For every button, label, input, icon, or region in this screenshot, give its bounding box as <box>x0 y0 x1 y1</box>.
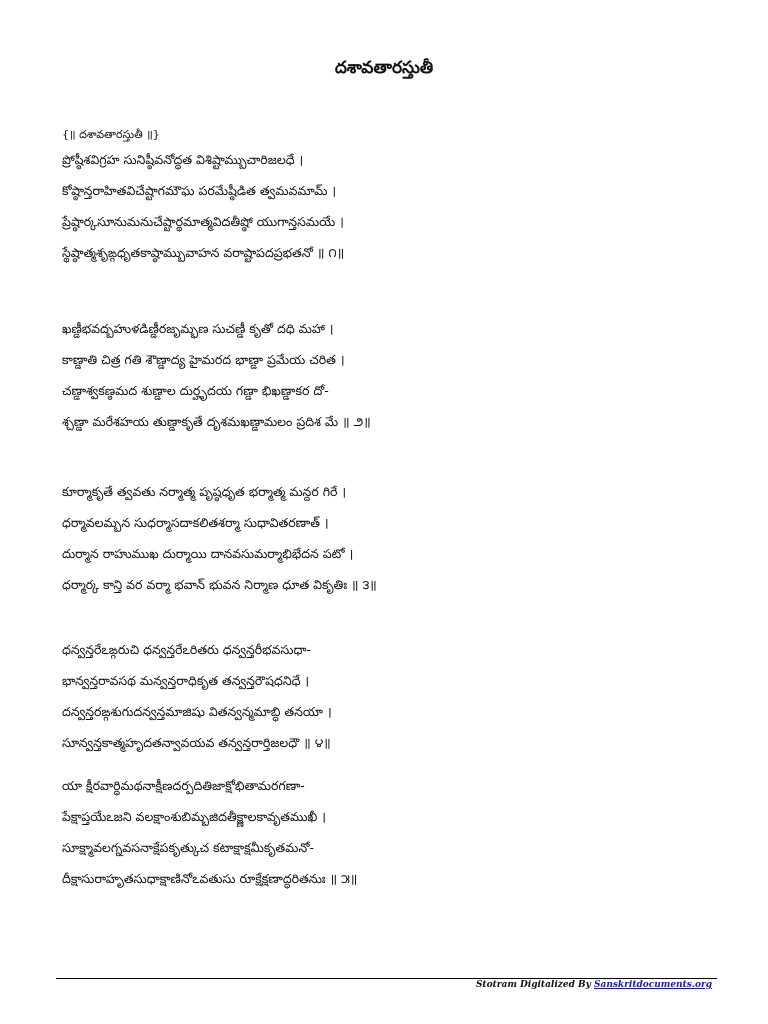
stanza-3 <box>62 476 377 600</box>
verse-line: కోష్ఠాన్తరాహితవిచేష్టాగమౌఘ పరమేష్ఠీడిత త్వమవమామ్ । <box>62 183 337 198</box>
verse-line: కూర్మాకృతే త్వవతు నర్మాత్మ పృష్ఠధృత భర్మాత్మ మన్దర గిరే । <box>62 484 347 499</box>
verse-line: దన్వన్తరఙ్గశుగుదన్వన్తమాజిషు వితన్వన్మమాబ్ధి తనయా । <box>62 704 332 719</box>
stanza-1 <box>62 144 344 268</box>
verse-line: సూన్వన్తకాత్మహృదతన్వావయవ తన్వన్తరార్తిజలధౌ ॥ ౪॥ <box>62 735 331 750</box>
footer-divider <box>56 978 717 979</box>
verse-line: సూక్ష్మావలగ్నవసనాక్షేపకృత్కుచ కటాక్షాక్షమీకృతమనో- <box>62 840 315 855</box>
footer-link[interactable]: Sanskritdocuments.org <box>593 980 712 990</box>
verse-line: దుర్మాన రాహుముఖ దుర్మాయి దానవసుమర్మాభిభేదన పటో । <box>62 546 354 561</box>
verse-line: భాన్వన్తరావసథ మన్వన్తరాధికృత తన్వన్తరౌషధనిధే । <box>62 673 310 688</box>
stanza-4 <box>62 634 332 758</box>
stanza-2 <box>62 313 371 437</box>
verse-line: ధర్మావలమ్బన సుధర్మాసదాకలితశర్మా సుధావితరణాత్ । <box>62 515 329 530</box>
verse-line: ధన్వన్తరేఽఙ్గరుచి ధన్వన్తరేఽరితరు ధన్వన్తరీభవసుధా- <box>62 642 312 657</box>
verse-line: చణ్డాశ్వకణ్ఠమద శుణ్డాల దుర్హృదయ గణ్డా భిఖణ్డాకర దో- <box>62 383 329 398</box>
verse-line: యా క్షీరవార్ధిమథనాక్షీణదర్పదితిజాక్షోభితామరగణా- <box>62 778 305 793</box>
verse-line: కాణ్డాతి చిత్ర గతి శౌణ్డాద్య హైమరద భాణ్డా ప్రమేయ చరిత । <box>62 352 345 367</box>
page-title: దశావతారస్తుతీ <box>334 58 434 78</box>
verse-line: ప్రోష్ఠీశవిగ్రహ సునిష్ఠీవనోద్ధత విశిష్టామ్బుచారిజలధే । <box>62 152 304 167</box>
footer-prefix: Stotram Digitalized By <box>475 980 594 990</box>
verse-line: ప్రేష్ఠార్కసూనుమనుచేష్టార్థమాత్మవిదతీష్ఠో యుగాన్తసమయే । <box>62 214 344 229</box>
verse-line: ఖణ్డీభవద్బహుళడిణ్డీరజృమ్భణ సుచణ్డీ కృతో దధి మహా । <box>62 321 334 336</box>
footer-credit <box>476 980 712 990</box>
verse-line: స్థేష్ఠాత్మశృఙ్గధృతకాష్ఠామ్బువాహన వరాష్టాపదప్రభతనో ॥ ౧॥ <box>62 245 345 260</box>
verse-line: ధర్మార్క కాన్తి వర వర్మా భవాన్ భువన నిర్మాణ ధూత వికృతిః ॥ ౩॥ <box>62 577 377 592</box>
verse-line: దీక్షాసురాహృతసుధాక్షాణినోఽవతుసు రూక్షేక్షణాద్ధరితనుః ॥ ౫॥ <box>62 871 358 886</box>
stotram-header: {॥ దశావతారస్తుతీ ॥} <box>62 128 160 141</box>
verse-line: శ్చణ్డా మరేశహయ తుణ్డాకృతే దృశమఖణ్డామలం ప్రదిశ మే ॥ ౨॥ <box>62 414 371 429</box>
verse-line: పేక్షాప్తయేఽజని వలక్షాంశుబిమ్బజిదతీక్ష్ణాలకావృతముఖీ । <box>62 809 327 824</box>
stanza-5 <box>62 770 357 894</box>
